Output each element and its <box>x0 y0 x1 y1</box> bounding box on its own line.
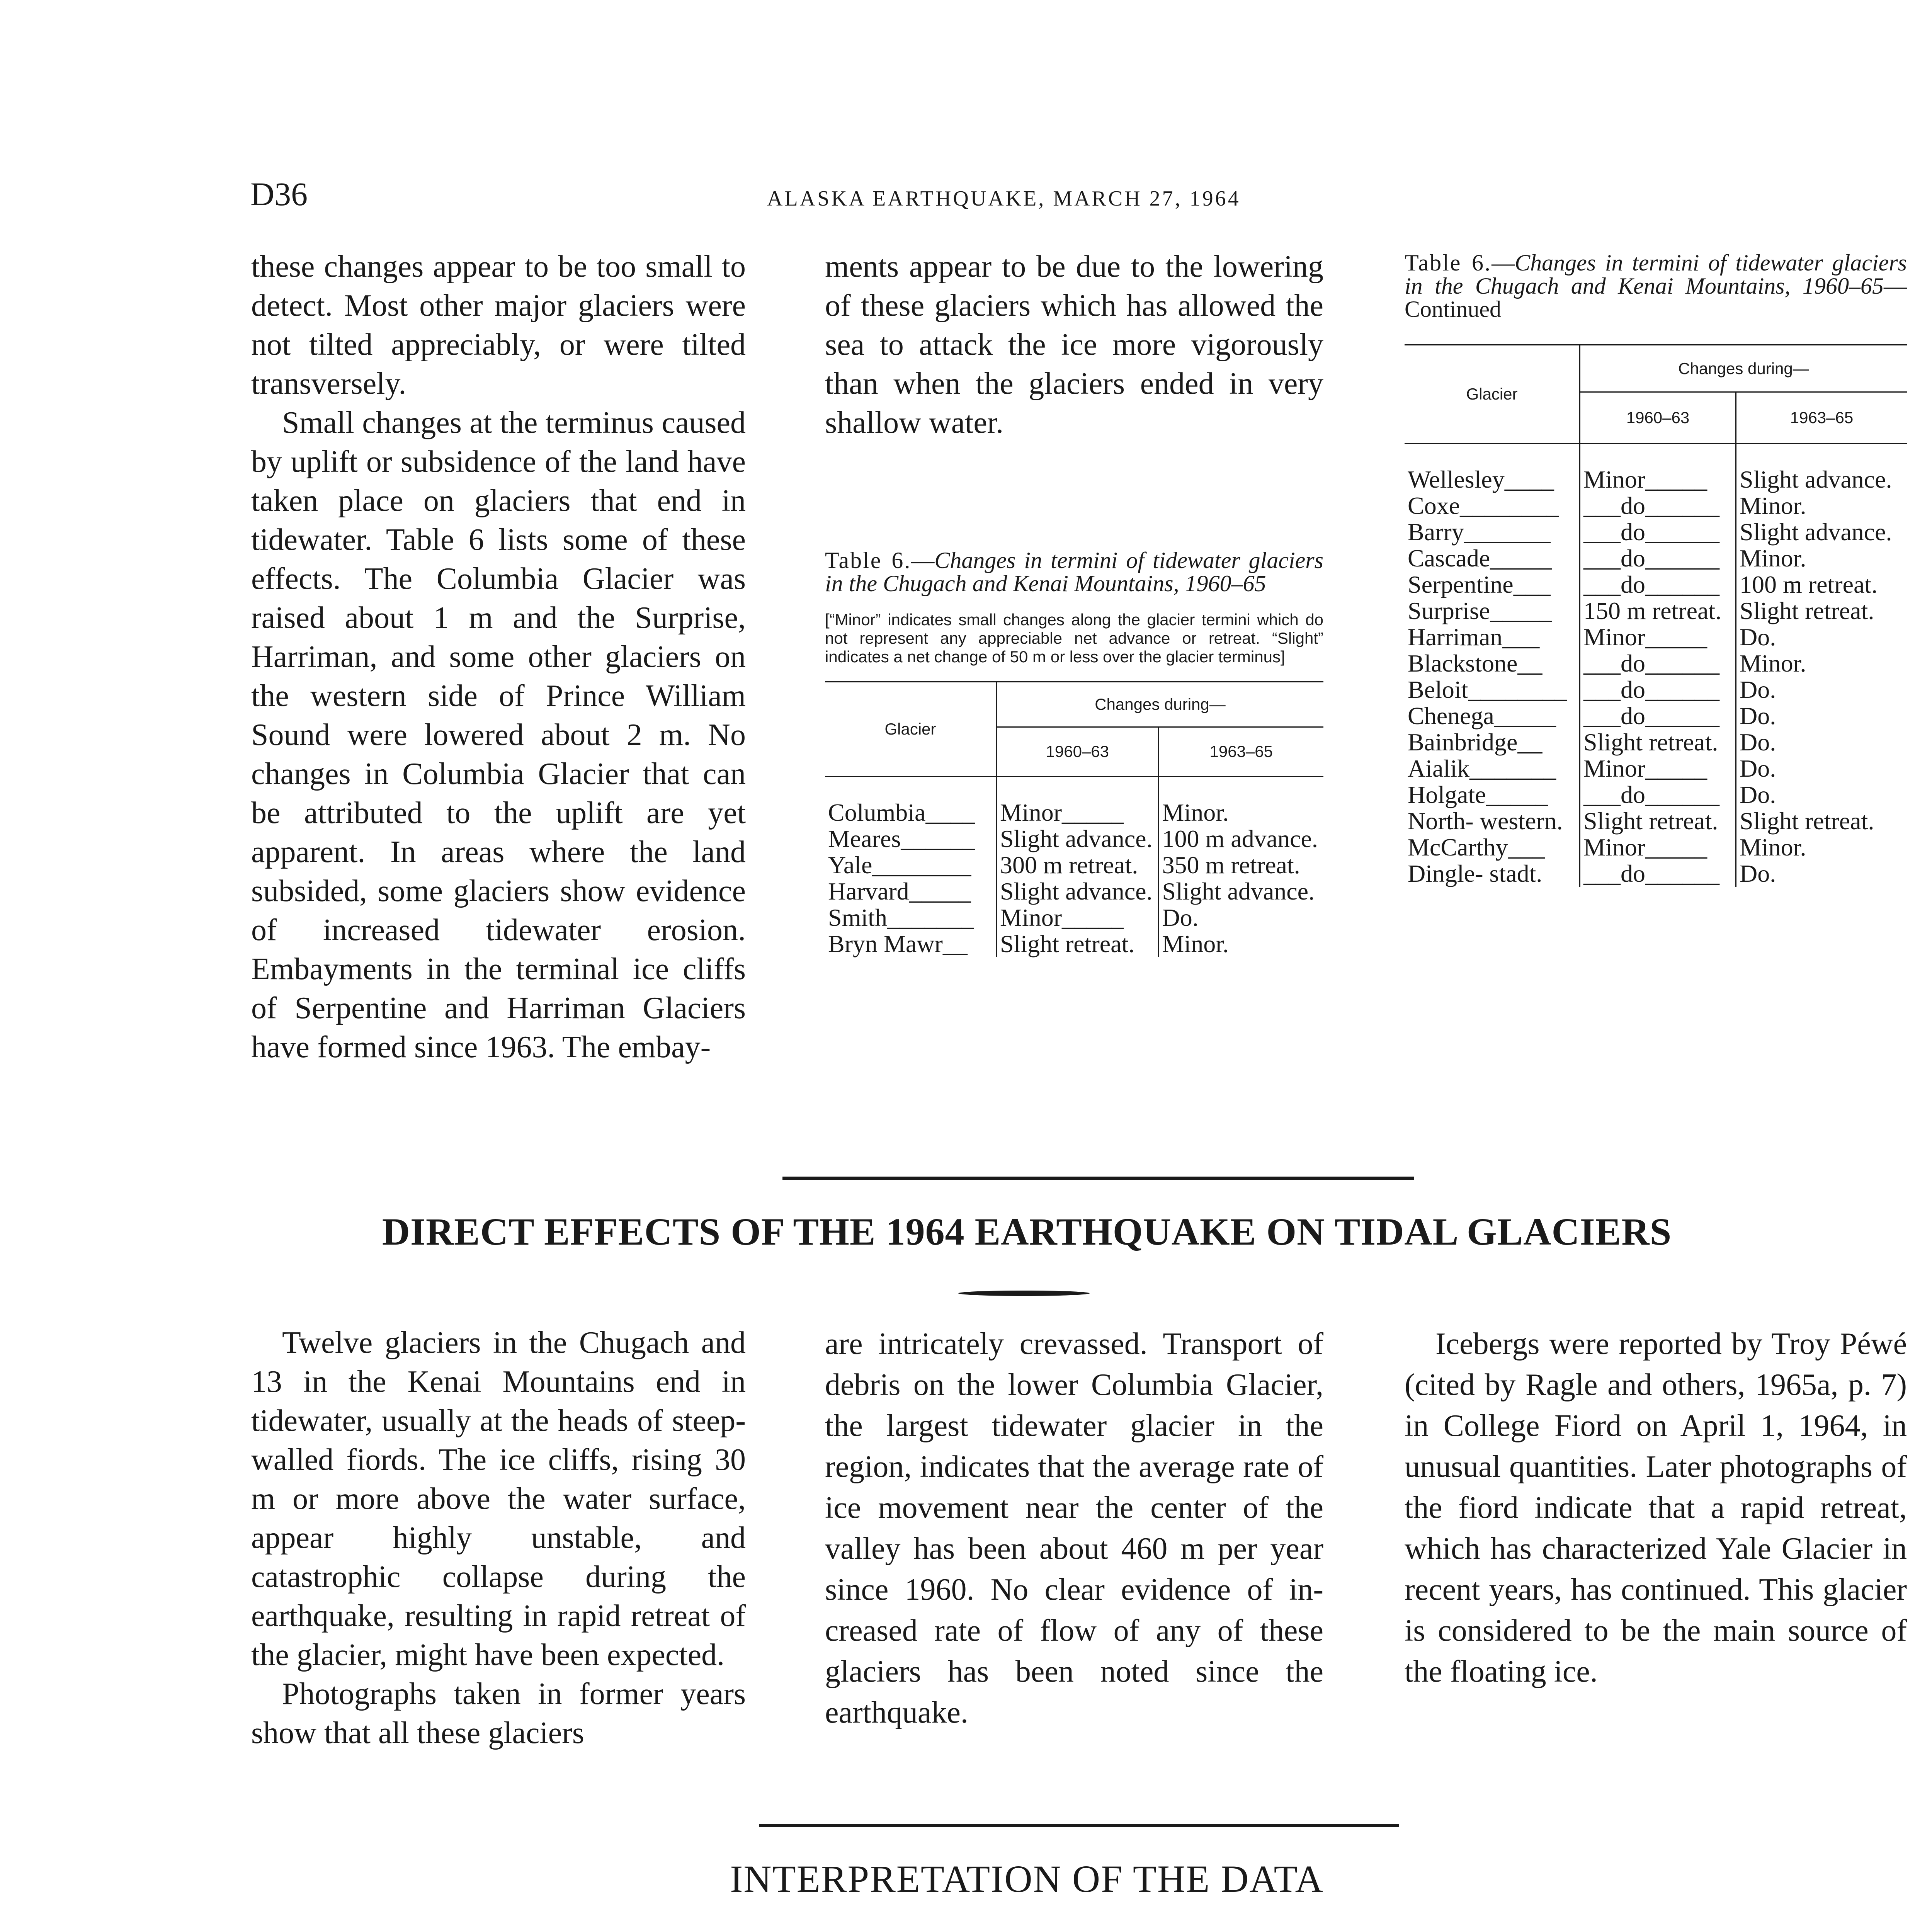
glacier-table <box>1405 345 1907 887</box>
table-row: Bainbridge__ Slight retreat. Do. <box>1405 729 1907 755</box>
table-row: Beloit________ ___do______ Do. <box>1405 677 1907 703</box>
table-row: Barry_______ ___do______ Slight advance. <box>1405 519 1907 545</box>
direct-column-3 <box>1405 1323 1907 1692</box>
table-note: [“Minor” indicates small changes along the glacier termini which do not represent any appreciable net advance or retreat. “Slight” indicates a net change of 50 m or less over the glacier terminus] <box>825 611 1323 666</box>
page-number: D36 <box>250 175 308 213</box>
col-header-glacier: Glacier <box>825 682 997 777</box>
table-row: Holgate_____ ___do______ Do. <box>1405 782 1907 808</box>
paragraph: Photographs taken in former years show that all these glaciers <box>251 1677 746 1750</box>
table-row: Smith_______ Minor_____ Do. <box>825 905 1323 931</box>
table-title: Changes in termini of tidewater glaciers in the Chugach and Kenai Mountains, 1960–65 <box>1405 250 1907 299</box>
table-caption: Table 6.—Changes in termini of tidewater glaciers in the Chugach and Kenai Mountains, 1960–65 <box>825 548 1323 596</box>
section-heading-interpretation: INTERPRETATION OF THE DATA <box>730 1857 1324 1900</box>
direct-column-1 <box>251 1323 746 1753</box>
paragraph: these changes appear to be too small to detect. Most other major glaciers were not tilted appreciably, or were tilted transversely. <box>251 250 746 401</box>
table-row: Harvard_____ Slight advance. Slight advance. <box>825 878 1323 905</box>
paragraph: Twelve glaciers in the Chugach and 13 in the Kenai Mountains end in tidewater, usually at the heads of steep-walled fiords. The ice cliffs, rising 30 m or more above the water surface, appear highly unstable, and catastrophic collapse during the earthquake, resulting in rapid retreat of the glacier, might have been expected. <box>251 1326 746 1672</box>
table-row: McCarthy___ Minor_____ Minor. <box>1405 834 1907 861</box>
table-continued: —Continued <box>1405 273 1907 322</box>
table-row: Aialik_______ Minor_____ Do. <box>1405 755 1907 782</box>
table-6-part-1 <box>825 549 1323 957</box>
table-row: Surprise_____ 150 m retreat. Slight retreat. <box>1405 598 1907 624</box>
section-rule <box>759 1824 1399 1827</box>
col-header-period-2: 1963–65 <box>1158 727 1323 776</box>
glacier-table <box>825 682 1323 957</box>
table-row: Blackstone__ ___do______ Minor. <box>1405 650 1907 677</box>
col-header-changes: Changes during— <box>1580 345 1907 392</box>
paragraph: Small changes at the terminus caused by uplift or subsidence of the land have taken place on glaciers that end in tidewater. Table 6 lists some of these effects. The Columbia Glacier was raised about 1 m and the Surprise, Harriman, and some other glaciers on the western side of Prince William Sound were lowered about 2 m. No changes in Columbia Glacier that can be attributed to the uplift are yet apparent. In areas where the land subsided, some glaciers show evidence of increased tidewater erosion. Embayments in the terminal ice cliffs of Serpentine and Harriman Glaciers have formed since 1963. The embay- <box>251 406 746 1064</box>
ornament-dash <box>958 1291 1090 1296</box>
table-row: Bryn Mawr__ Slight retreat. Minor. <box>825 931 1323 957</box>
table-row: Wellesley____ Minor_____ Slight advance. <box>1405 444 1907 493</box>
table-row: Chenega_____ ___do______ Do. <box>1405 703 1907 729</box>
col-header-glacier: Glacier <box>1405 345 1580 444</box>
direct-column-2 <box>825 1323 1323 1733</box>
running-title: ALASKA EARTHQUAKE, MARCH 27, 1964 <box>767 187 1241 211</box>
top-column-1 <box>251 247 746 1067</box>
table-title: Changes in termini of tidewater glaciers in the Chugach and Kenai Mountains, 1960–65 <box>825 548 1323 596</box>
table-row: Cascade_____ ___do______ Minor. <box>1405 545 1907 571</box>
table-label: Table 6. <box>825 548 912 573</box>
table-row: North- western. Slight retreat. Slight retreat. <box>1405 808 1907 834</box>
col-header-period-1: 1960–63 <box>1580 392 1736 444</box>
section-rule <box>782 1177 1414 1180</box>
table-row: Coxe________ ___do______ Minor. <box>1405 493 1907 519</box>
table-row: Dingle- stadt. ___do______ Do. <box>1405 861 1907 887</box>
table-row: Meares______ Slight advance. 100 m advance. <box>825 826 1323 852</box>
table-row: Serpentine___ ___do______ 100 m retreat. <box>1405 571 1907 598</box>
col-header-changes: Changes during— <box>997 682 1324 727</box>
table-label: Table 6. <box>1405 250 1492 276</box>
table-caption: Table 6.—Changes in termini of tidewater glaciers in the Chugach and Kenai Mountains, 1960–65—Continued <box>1405 250 1907 322</box>
table-row: Yale________ 300 m retreat. 350 m retreat. <box>825 852 1323 878</box>
table-row: Columbia____ Minor_____ Minor. <box>825 777 1323 826</box>
col-header-period-2: 1963–65 <box>1736 392 1907 444</box>
section-heading-direct-effects: DIRECT EFFECTS OF THE 1964 EARTHQUAKE ON TIDAL GLACIERS <box>382 1210 1672 1253</box>
paragraph: ments appear to be due to the lowering of these glaciers which has allowed the sea to attack the ice more vigorously than when the glaciers ended in very shallow water. <box>825 250 1323 440</box>
col-header-period-1: 1960–63 <box>997 727 1159 776</box>
table-6-part-2 <box>1405 251 1907 887</box>
table-row: Harriman___ Minor_____ Do. <box>1405 624 1907 650</box>
paragraph: Icebergs were reported by Troy Péwé (cited by Ragle and others, 1965a, p. 7) in College Fiord on April 1, 1964, in unusual quantities. Later photographs of the fiord indicate that a rapid retreat, which has characterized Yale Glacier in recent years, has continued. This glacier is considered to be the main source of the floating ice. <box>1405 1327 1907 1689</box>
top-column-2 <box>825 247 1323 442</box>
paragraph: are intricately crevassed. Transport of debris on the lower Columbia Glacier, the largest tidewater glacier in the region, indicates that the average rate of ice movement near the center of the valley has been about 460 m per year since 1960. No clear evidence of increased rate of flow of any of these glaciers has been noted since the earthquake. <box>825 1327 1323 1730</box>
